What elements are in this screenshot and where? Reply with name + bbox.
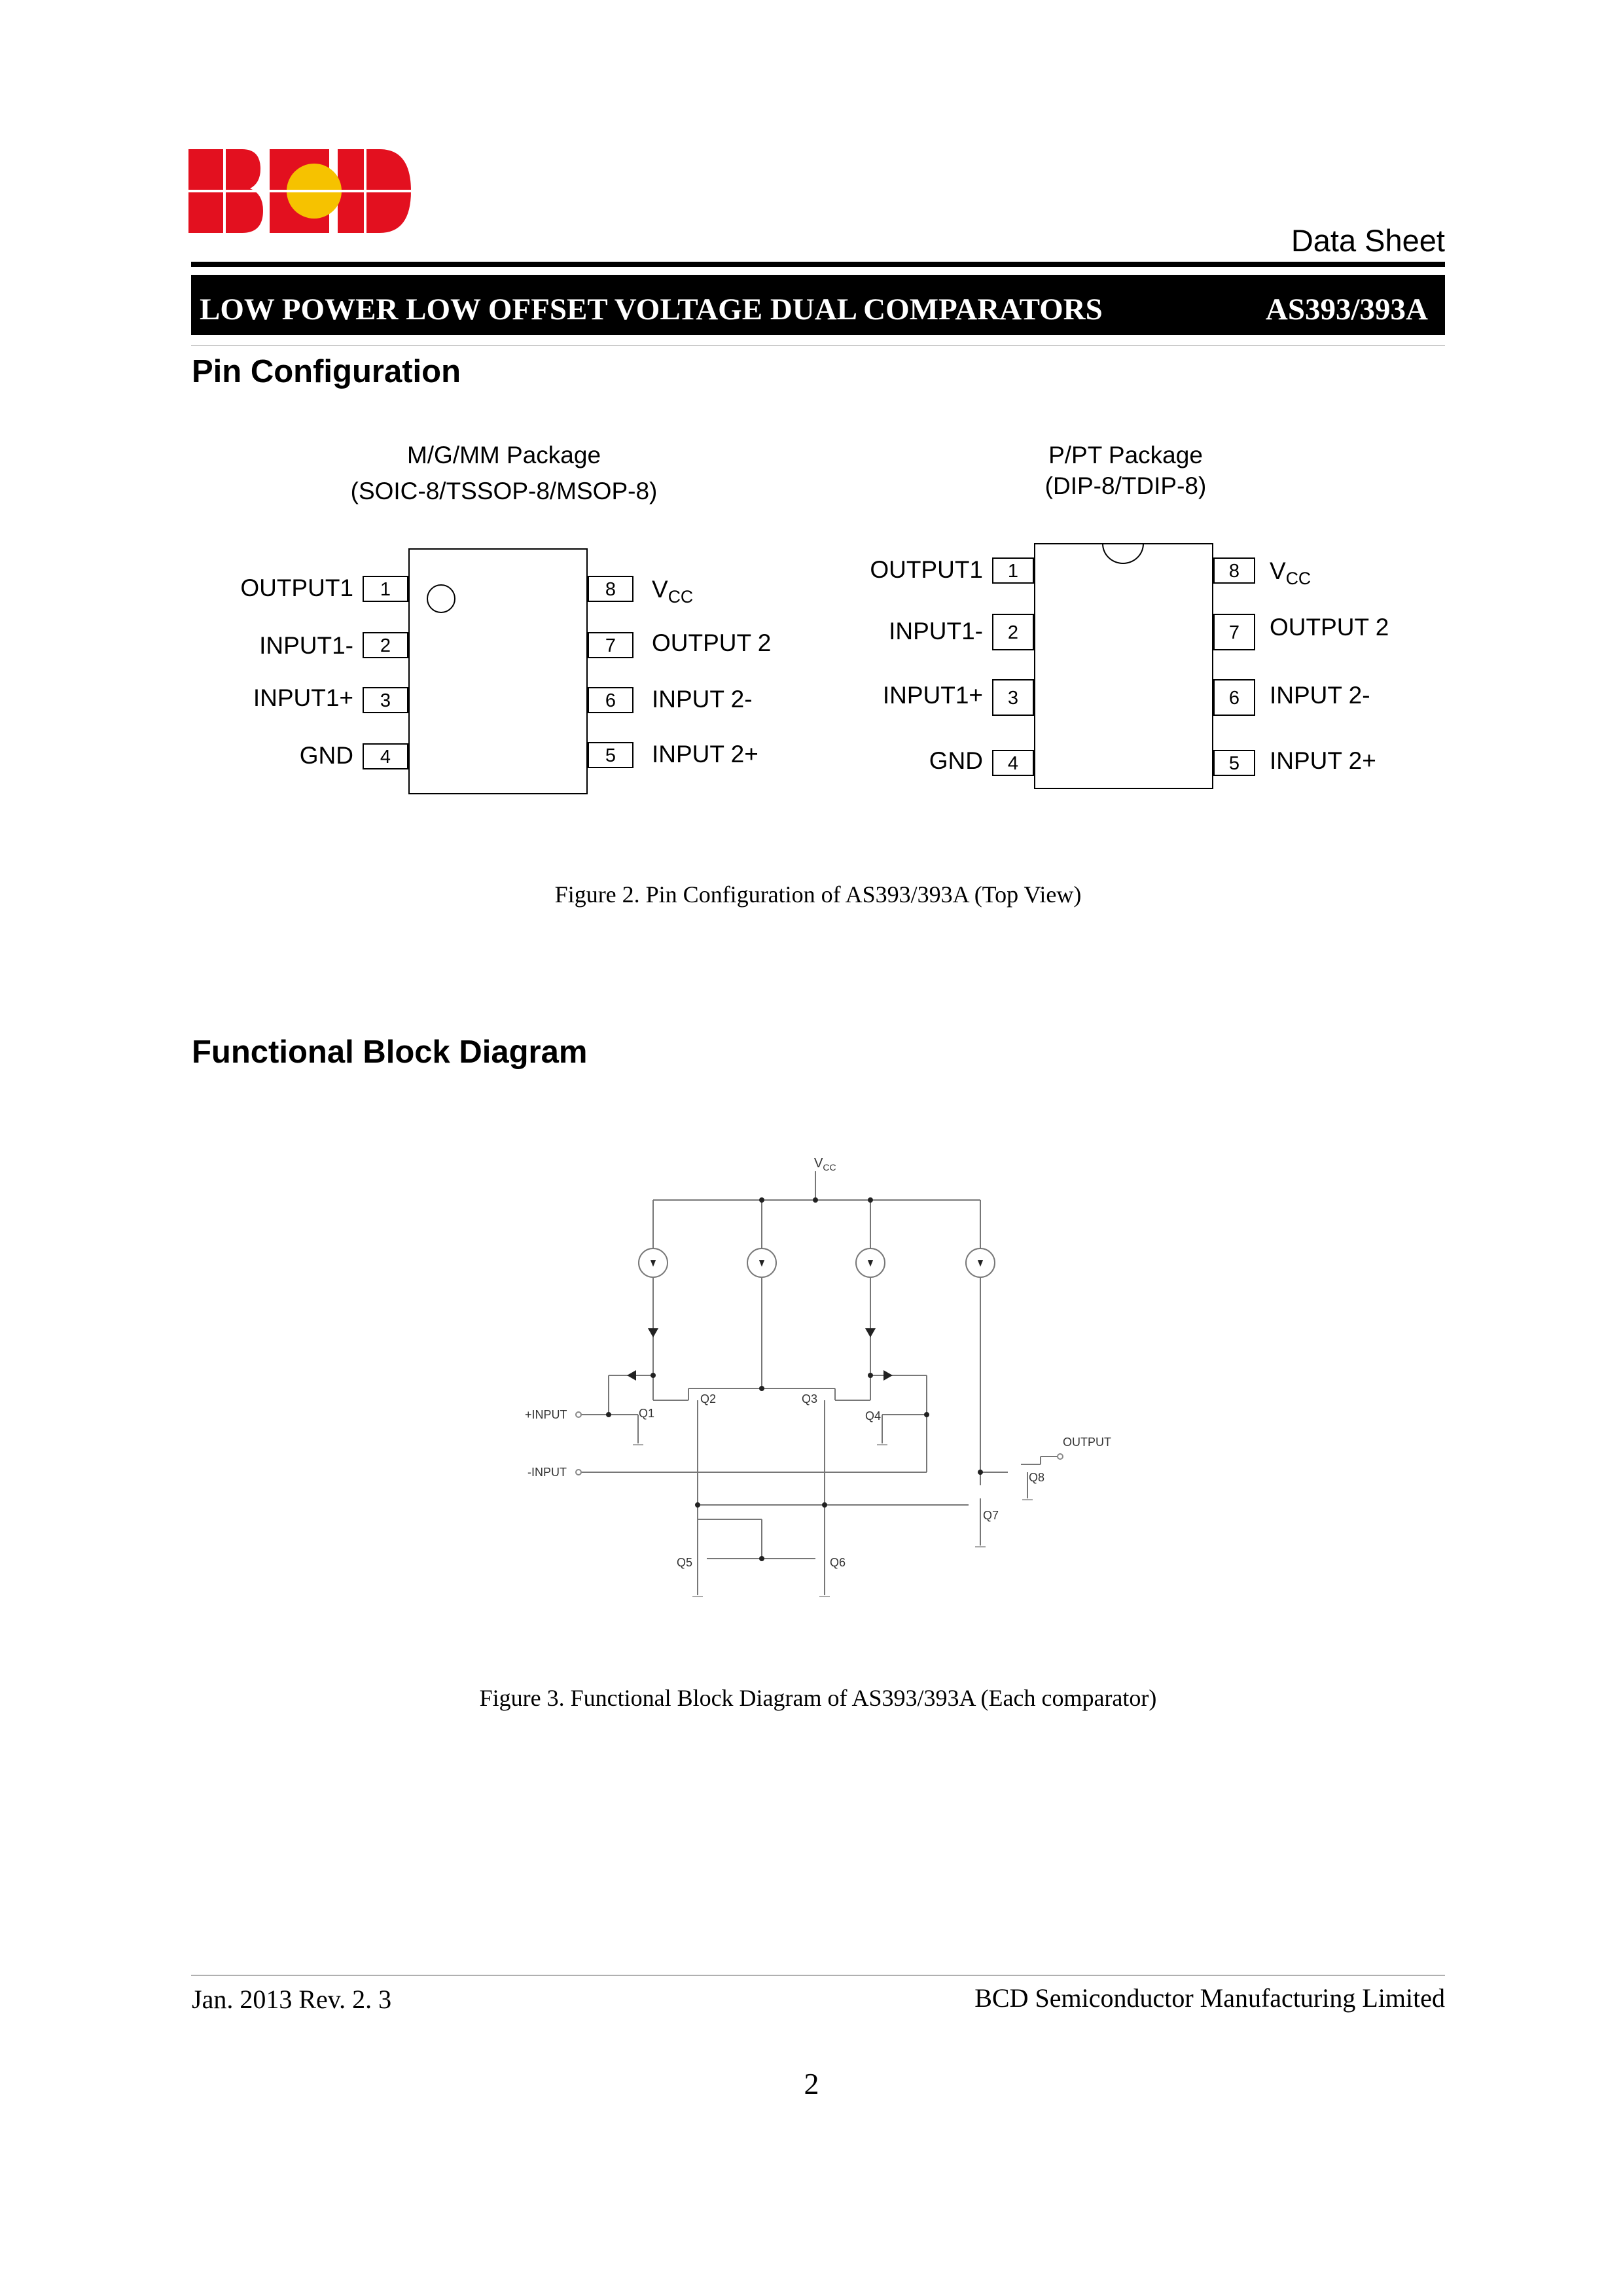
pkg-right-label-pin1: OUTPUT1: [870, 556, 983, 583]
pkg-left-label-pin7: OUTPUT 2: [652, 629, 772, 656]
pkg-right-label-pin3: INPUT1+: [882, 682, 983, 709]
q1-label: Q1: [639, 1407, 655, 1420]
pkg-left-pin-2: 2: [363, 632, 408, 658]
title-underline: [191, 345, 1445, 346]
pkg-right-pin-6: 6: [1213, 679, 1255, 716]
pkg-left-label-pin1: OUTPUT1: [240, 574, 353, 601]
pkg-left-pin-7: 7: [588, 632, 633, 658]
pkg-left-pin-5: 5: [588, 742, 633, 768]
pkg-right-pin-1: 1: [992, 557, 1034, 584]
dip-notch-marker: [1102, 523, 1144, 564]
pkg-left-pin-8: 8: [588, 576, 633, 602]
pkg-left-label-pin6: INPUT 2-: [652, 686, 753, 713]
pkg-left-label-pin5: INPUT 2+: [652, 741, 758, 768]
pkg-right-label-pin2: INPUT1-: [889, 618, 983, 645]
pkg-left-pin-1: 1: [363, 576, 408, 602]
pkg-left-label-pin2: INPUT1-: [259, 632, 353, 659]
footer-date-rev: Jan. 2013 Rev. 2. 3: [192, 1985, 392, 2014]
pkg-right-types: (DIP-8/TDIP-8): [1044, 472, 1207, 499]
footer-company: BCD Semiconductor Manufacturing Limited: [974, 1983, 1445, 2013]
footer-rule: [191, 1975, 1445, 1976]
block-diagram-heading: Functional Block Diagram: [192, 1034, 588, 1070]
pkg-left-pin-4: 4: [363, 743, 408, 769]
pkg-right-label-pin4: GND: [929, 747, 983, 774]
figure-2-caption: Figure 2. Pin Configuration of AS393/393A (Top View): [554, 881, 1082, 908]
doc-type-label: Data Sheet: [1291, 223, 1445, 258]
pkg-left-pin-3: 3: [363, 687, 408, 713]
pkg-right-pin-7: 7: [1213, 614, 1255, 650]
pkg-right-pin-2: 2: [992, 614, 1034, 650]
pkg-right-label-pin8: $V_{CC}$: [1270, 557, 1311, 588]
pkg-right-chip-body: [1034, 543, 1213, 789]
part-number: AS393/393A: [1265, 292, 1428, 327]
pkg-right-pin-3: 3: [992, 679, 1034, 716]
q8-label: Q8: [1029, 1471, 1045, 1484]
pkg-left-pin-6: 6: [588, 687, 633, 713]
plus-input-label: +INPUT: [525, 1408, 567, 1421]
q3-label: Q3: [802, 1392, 818, 1405]
pkg-right-pin-8: 8: [1213, 557, 1255, 584]
pkg-right-pin-4: 4: [992, 750, 1034, 776]
pkg-left-types: (SOIC-8/TSSOP-8/MSOP-8): [350, 478, 658, 504]
pkg-left-label-pin3: INPUT1+: [253, 684, 353, 711]
q5-label: Q5: [677, 1556, 693, 1569]
pkg-right-label-pin6: INPUT 2-: [1270, 682, 1370, 709]
q6-label: Q6: [830, 1556, 846, 1569]
header-rule: [191, 262, 1445, 267]
comparator-schematic: [510, 1132, 1152, 1616]
q7-label: Q7: [983, 1509, 999, 1522]
page-number: 2: [804, 2067, 819, 2100]
pkg-right-name: P/PT Package: [1048, 442, 1203, 468]
pkg-left-label-pin4: GND: [299, 742, 353, 769]
q2-label: Q2: [700, 1392, 717, 1405]
q4-label: Q4: [865, 1409, 882, 1422]
pkg-right-label-pin5: INPUT 2+: [1270, 747, 1376, 774]
output-label: OUTPUT: [1063, 1436, 1111, 1449]
vcc-node-label: $V_{CC}$: [814, 1156, 836, 1173]
pkg-right-pin-5: 5: [1213, 750, 1255, 776]
pkg-left-name: M/G/MM Package: [406, 442, 601, 468]
bcd-logo: [188, 149, 411, 236]
pkg-right-label-pin7: OUTPUT 2: [1270, 614, 1389, 641]
pkg-left-label-pin8: $V_{CC}$: [652, 576, 694, 607]
pin-config-heading: Pin Configuration: [192, 354, 461, 389]
minus-input-label: -INPUT: [527, 1466, 567, 1479]
document-title: LOW POWER LOW OFFSET VOLTAGE DUAL COMPARATORS: [200, 292, 1103, 327]
bcd-logo-graphic: [188, 149, 411, 233]
pin1-dot-marker: [427, 584, 455, 613]
figure-3-caption: Figure 3. Functional Block Diagram of AS393/393A (Each comparator): [479, 1685, 1157, 1711]
